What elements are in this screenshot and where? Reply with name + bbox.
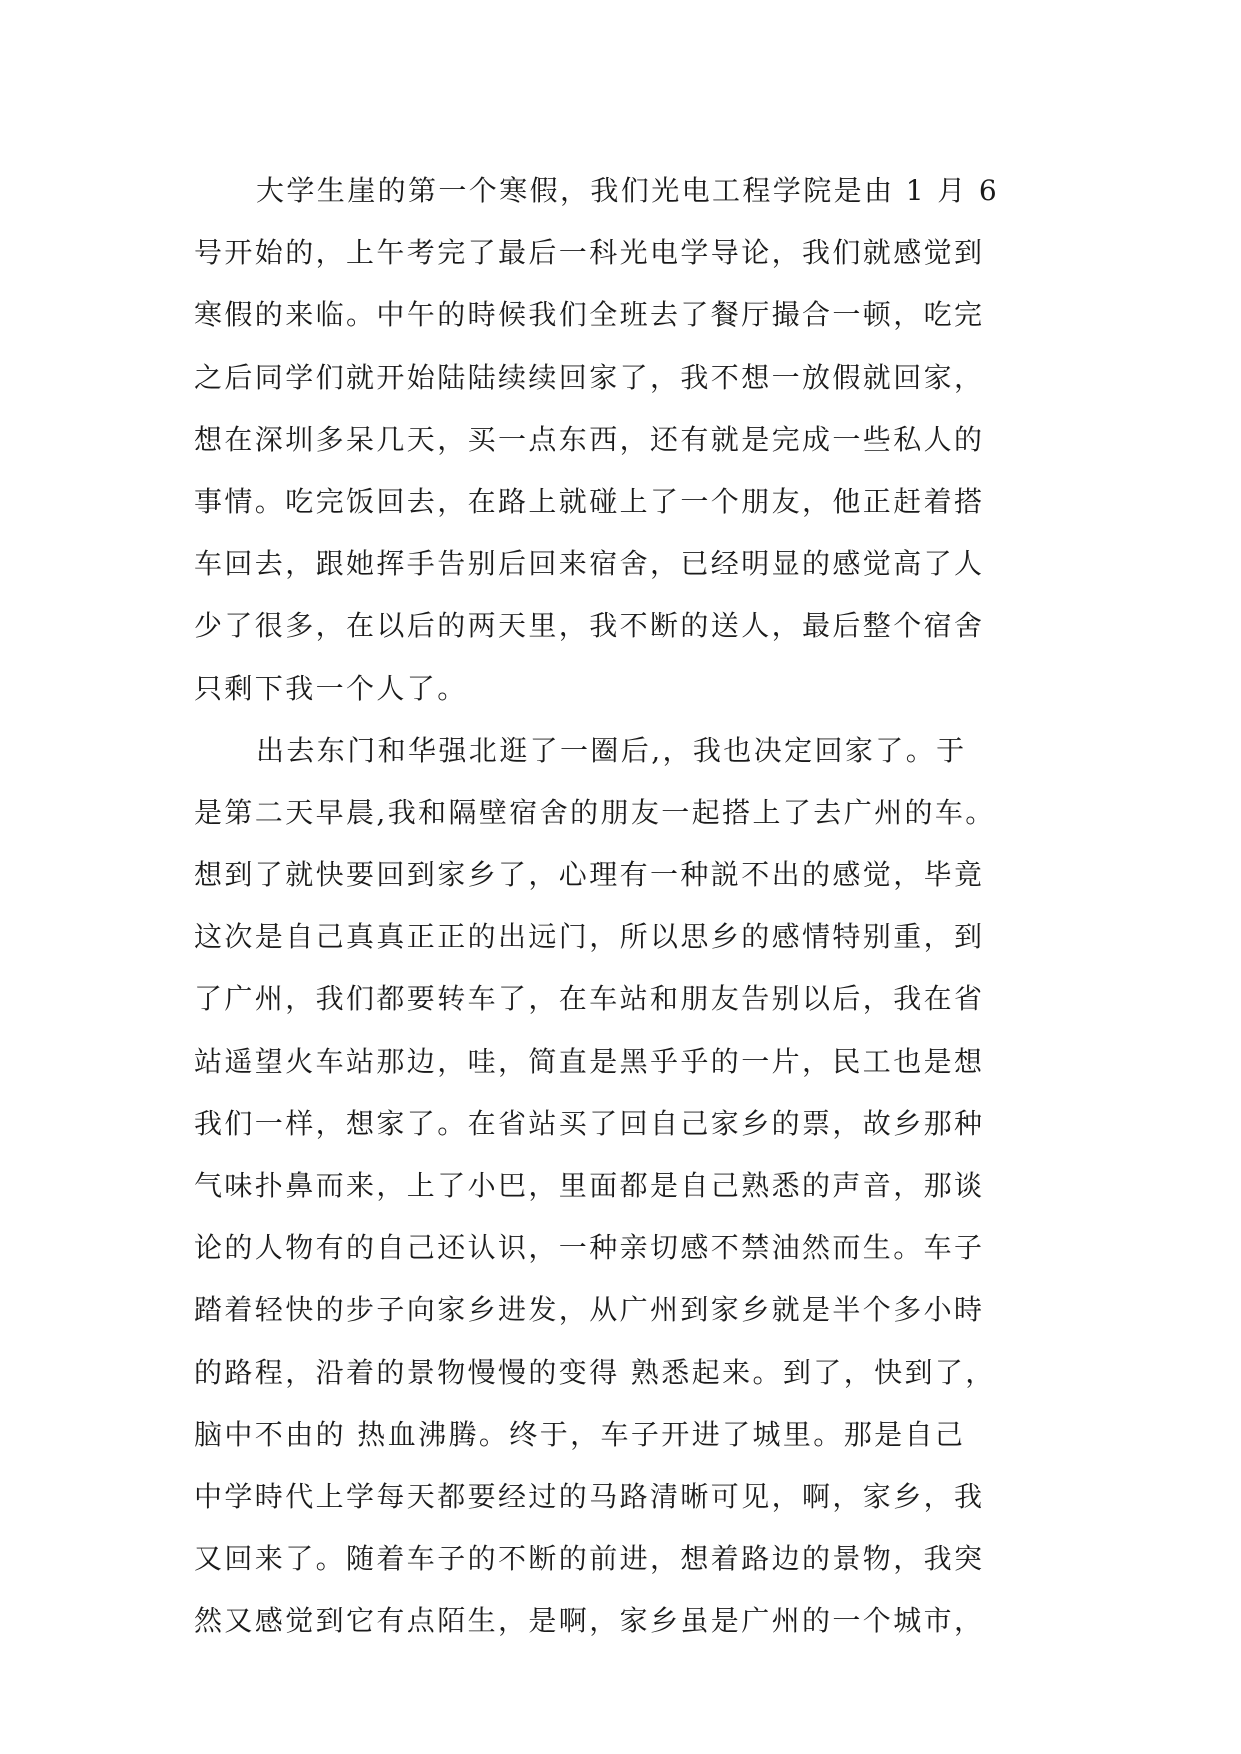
- text-line: 号开始的，上午考完了最后一科光电学导论，我们就感觉到: [194, 236, 985, 270]
- text-line: 只剩下我一个人了。: [194, 671, 468, 705]
- text-line: 中学時代上学每天都要经过的马路清晰可见，啊，家乡，我: [194, 1479, 985, 1513]
- text-line: 然又感觉到它有点陌生，是啊，家乡虽是广州的一个城市，: [194, 1604, 985, 1638]
- paragraph-2: [194, 720, 1054, 1653]
- text-line: 我们一样，想家了。在省站买了回自己家乡的票，故乡那种: [194, 1106, 985, 1140]
- text-line: 事情。吃完饭回去，在路上就碰上了一个朋友，他正赶着搭: [194, 484, 985, 518]
- text-line: 少了很多，在以后的两天里，我不断的送人，最后整个宿舍: [194, 609, 985, 643]
- text-line: 了广州，我们都要转车了，在车站和朋友告别以后，我在省: [194, 982, 985, 1016]
- text-line: 站遥望火车站那边，哇，简直是黑乎乎的一片，民工也是想: [194, 1044, 985, 1078]
- text-line: 大学生崖的第一个寒假，我们光电工程学院是由 1 月 6: [256, 174, 1000, 207]
- text-line: 踏着轻快的步子向家乡进发，从广州到家乡就是半个多小時: [194, 1293, 985, 1327]
- text-line: 又回来了。随着车子的不断的前进，想着路边的景物，我突: [194, 1542, 985, 1576]
- text-line: 是第二天早晨,我和隔壁宿舍的朋友一起搭上了去广州的车。: [194, 795, 996, 829]
- body-text: [194, 160, 1054, 1653]
- text-line: 寒假的来临。中午的時候我们全班去了餐厅撮合一顿，吃完: [194, 298, 985, 332]
- text-line: 论的人物有的自己还认识，一种亲切感不禁油然而生。车子: [194, 1231, 985, 1265]
- text-line: 的路程，沿着的景物慢慢的变得 熟悉起来。到了，快到了，: [194, 1355, 996, 1389]
- text-line: 想在深圳多呆几天，买一点东西，还有就是完成一些私人的: [194, 422, 985, 456]
- text-line: 这次是自己真真正正的出远门，所以思乡的感情特别重，到: [194, 920, 985, 954]
- text-line: 脑中不由的 热血沸腾。终于，车子开进了城里。那是自己: [194, 1417, 966, 1451]
- text-line: 出去东门和华强北逛了一圈后,，我也决定回家了。于: [256, 733, 967, 767]
- text-line: 之后同学们就开始陆陆续续回家了，我不想一放假就回家，: [194, 360, 985, 394]
- paragraph-1: [194, 160, 1054, 720]
- text-line: 想到了就快要回到家乡了，心理有一种説不出的感觉，毕竟: [194, 858, 985, 892]
- text-line: 气味扑鼻而来，上了小巴，里面都是自己熟悉的声音，那谈: [194, 1169, 985, 1202]
- text-line: 车回去，跟她挥手告别后回来宿舍，已经明显的感觉高了人: [194, 547, 985, 581]
